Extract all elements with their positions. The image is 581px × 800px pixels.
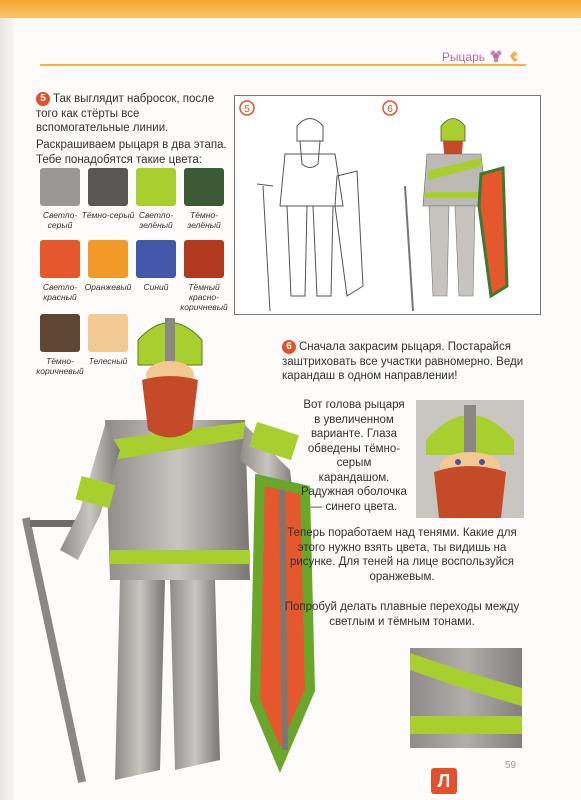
header-rule bbox=[40, 64, 526, 66]
knight-outline-drawing bbox=[257, 119, 363, 312]
color-swatch bbox=[136, 168, 176, 206]
color-swatch-label: Светло-красный bbox=[42, 282, 78, 302]
knight-right-leg bbox=[170, 580, 220, 770]
head-closeup-caption: Вот голова рыцаря в увеличенном варианте. Глаза обведены тёмно-серым карандашом. Радужная оболочка — синего цвета. bbox=[301, 399, 407, 513]
color-swatch-label: Тёмный красно-коричневый bbox=[180, 282, 228, 312]
color-swatch bbox=[40, 168, 80, 206]
top-color-band bbox=[0, 0, 581, 18]
shading-sample-image bbox=[410, 648, 522, 748]
color-swatch-label: Светло-зелёный bbox=[138, 210, 174, 230]
knight-sketch-illustration bbox=[235, 96, 540, 314]
step6-text: Сначала закрасим рыцаря. Постарайся заштриховать все участки равномерно. Веди карандаш в одном направлении! bbox=[282, 341, 524, 382]
step-number-badge: 5 bbox=[36, 92, 50, 106]
color-swatch bbox=[88, 240, 128, 278]
color-swatch-label: Тёмно-коричневый bbox=[36, 356, 84, 376]
sketch-label-6: 6 bbox=[387, 104, 393, 115]
green-belt bbox=[110, 550, 250, 564]
page-number: 59 bbox=[505, 760, 517, 771]
large-knight-illustration bbox=[20, 310, 320, 800]
knight-partial-color-drawing bbox=[405, 119, 507, 312]
page-header-title: Рыцарь bbox=[441, 50, 485, 64]
transitions-paragraph: Попробуй делать плавные переходы между светлым и тёмным тонами. bbox=[284, 601, 520, 628]
knight-beard bbox=[142, 376, 198, 438]
color-swatch-label: Тёмно-серый bbox=[81, 210, 135, 220]
color-swatch-label: Оранжевый bbox=[84, 282, 132, 292]
color-swatch-label: Светло-серый bbox=[42, 210, 78, 230]
sketch-label-5: 5 bbox=[244, 104, 250, 115]
color-swatch bbox=[184, 240, 224, 278]
knight-left-leg bbox=[115, 580, 165, 780]
color-swatch bbox=[184, 168, 224, 206]
step5-text: Так выглядит набросок, после того как стёрты все вспомогательные линии. bbox=[36, 93, 215, 134]
sketch-comparison-box bbox=[234, 95, 541, 315]
publisher-logo: Л bbox=[431, 768, 457, 794]
color-swatch bbox=[40, 240, 80, 278]
flower-butterfly-icon bbox=[488, 48, 522, 64]
head-closeup-image bbox=[416, 400, 524, 518]
step5-paragraph bbox=[36, 92, 231, 136]
color-swatch-label: Тёмно-зелёный bbox=[187, 210, 221, 230]
step6-paragraph bbox=[282, 340, 542, 384]
step5-intro: Раскрашиваем рыцаря в два этапа. Тебе понадобятся такие цвета: bbox=[36, 139, 227, 166]
color-swatch-label: Синий bbox=[143, 282, 169, 292]
color-swatch bbox=[136, 240, 176, 278]
color-swatch bbox=[88, 168, 128, 206]
page-binding-shadow bbox=[0, 18, 14, 800]
color-swatch-label: Телесный bbox=[88, 356, 128, 366]
step-number-badge: 6 bbox=[282, 340, 296, 354]
shadows-paragraph: Теперь поработаем над тенями. Какие для этого нужно взять цвета, ты видишь на рисунке. Для теней на лице воспользуйся оранжевым. bbox=[287, 527, 517, 583]
helmet-nose-guard bbox=[165, 318, 175, 366]
